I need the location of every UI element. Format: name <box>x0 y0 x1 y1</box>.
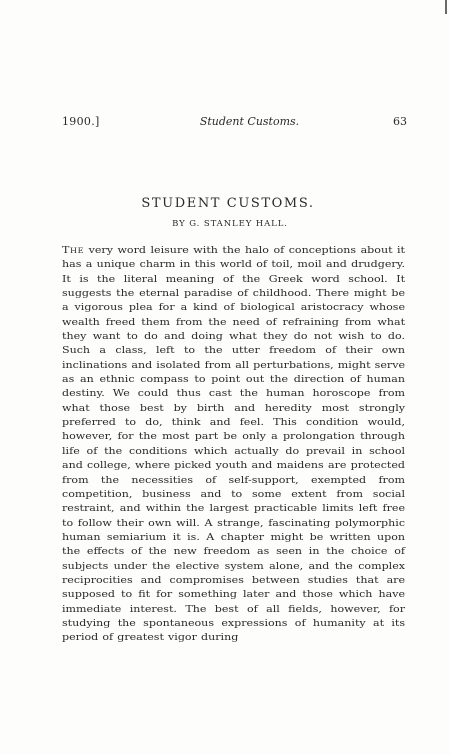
running-head-title: Student Customs. <box>199 115 300 128</box>
article-title: STUDENT CUSTOMS. <box>141 196 315 211</box>
page-number: 63 <box>393 115 407 128</box>
article-byline: BY G. STANLEY HALL. <box>172 219 288 229</box>
running-head <box>62 114 407 130</box>
lead-word: The <box>62 245 85 256</box>
paragraph-text: very word leisure with the halo of conceptions about it has a unique charm in this world of toil, moil and drudgery. It is the literal meaning of the Greek word school. It suggests the eternal paradise of childhood. There might be a vigorous plea for a kind of biological aristocracy whose wealth freed them from the need of refraining from what they want to do and doing what they do not wish to do. Such a class, left to the utter freedom of their own inclinations and isolated from all perturbations, might serve as an ethnic compass to point out the direction of human destiny. We could thus cast the human horoscope from what those best by birth and heredity most strongly preferred to do, think and feel. This condition would, however, for the most part be only a prolongation through life of the conditions which actually do prevail in school and college, where picked youth and maidens are protected from the necessities of self-support, exempted from competition, business and to some extent from social restraint, and within the largest practicable limits left free to follow their own will. A strange, fascinating polymorphic human semiarium it is. A chapter might be written upon the effects of the new freedom as seen in the choice of subjects under the elective system alone, and the complex reciprocities and compromises between studies that are supposed to fit for something later and those which have immediate interest. The best of all fields, however, for studying the spontaneous expressions of humanity at its period of greatest vigor during <box>62 245 406 644</box>
page-edge-mark <box>445 0 447 14</box>
running-head-year: 1900.] <box>62 115 100 128</box>
article-body-paragraph <box>62 244 405 646</box>
